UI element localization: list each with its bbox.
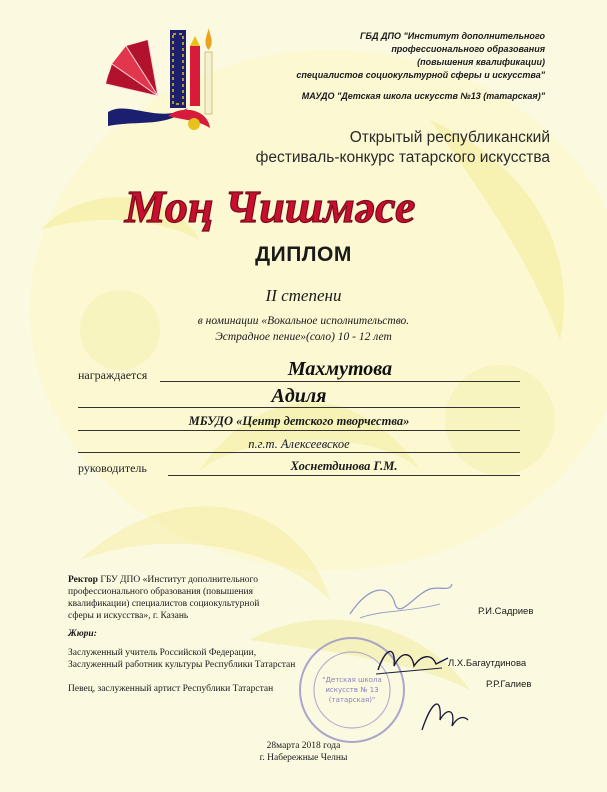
organizer-line: МАУДО "Детская школа искусств №13 (татарская)" (301, 91, 545, 101)
teacher-label: руководитель (78, 461, 147, 475)
date-city: г. Набережные Челны (259, 753, 348, 763)
jury-member1-name: Л.Х.Багаутдинова (448, 658, 527, 669)
festival-line: фестиваль-конкурс татарского искусства (255, 149, 550, 166)
date-line: 28марта 2018 года (266, 741, 341, 751)
jury-member1-line: Заслуженный работник культуры Республики Татарстан (68, 660, 296, 670)
pencil-icon (170, 30, 200, 108)
jury-signature-1 (372, 640, 452, 680)
nomination (0, 313, 607, 345)
awardee-locality: п.г.т. Алексеевское (248, 437, 350, 451)
festival-name-text: Моң Чишмәсе (124, 181, 416, 232)
jury-member2: Певец, заслуженный артист Республики Татарстан (68, 684, 274, 694)
nomination-line: Эстрадное пение»(соло) 10 - 12 лет (215, 331, 392, 343)
teacher-line (168, 475, 520, 476)
svg-text:"Детская школа: "Детская школа (322, 676, 382, 684)
organizer-line: ГБД ДПО "Институт дополнительного (360, 31, 545, 41)
rector-signature (340, 574, 460, 624)
svg-text:искусств № 13: искусств № 13 (325, 686, 379, 694)
organizer-line: (повышения квалификации) (417, 57, 545, 67)
jury-member1-line: Заслуженный учитель Российской Федерации, (68, 648, 257, 658)
jury-signature-2 (412, 690, 472, 740)
organizer-line: специалистов социокультурной сферы и искусства" (296, 70, 545, 80)
festival-line: Открытый республиканский (349, 129, 550, 146)
festival-name-title (70, 172, 470, 242)
rector-line-text: ГБУ ДПО «Институт дополнительного (97, 575, 258, 585)
festival-heading (150, 128, 550, 168)
rector-block (68, 574, 259, 622)
institution-line (78, 430, 520, 431)
nomination-line: в номинации «Вокальное исполнительство. (197, 315, 410, 327)
ribbon-icon (108, 108, 210, 130)
diploma-degree: II степени (265, 286, 342, 305)
candle-icon (205, 28, 212, 114)
festival-logo (98, 24, 228, 144)
date-block (0, 740, 607, 764)
rector-line (68, 574, 259, 586)
rector-line: сферы и искусства», г. Казань (68, 611, 189, 621)
awardee-surname: Махмутова (287, 358, 393, 380)
organizers-block (275, 30, 545, 103)
organizer-line: профессионального образования (391, 44, 545, 54)
awardee-line (160, 381, 520, 382)
rector-line: профессионального образования (повышения (68, 587, 253, 597)
svg-text:(татарская)": (татарская)" (328, 696, 376, 704)
awarded-label: награждается (78, 368, 148, 382)
rector-title: Ректор (68, 575, 98, 585)
jury-member2-name: Р.Р.Галиев (486, 679, 532, 690)
awardee-institution: МБУДО «Центр детского творчества» (188, 414, 410, 428)
awardee-given-name: Адиля (271, 385, 327, 407)
jury-heading: Жюри: (68, 629, 97, 639)
rector-line: квалификации) специалистов социокультурной (68, 599, 260, 609)
teacher-name: Хоснетдинова Г.М. (290, 459, 398, 473)
fan-icon (106, 40, 158, 96)
diploma-title: ДИПЛОМ (255, 243, 352, 266)
rector-signatory: Р.И.Садриев (478, 606, 534, 617)
jury-member1 (68, 647, 295, 671)
locality-line (78, 452, 520, 453)
